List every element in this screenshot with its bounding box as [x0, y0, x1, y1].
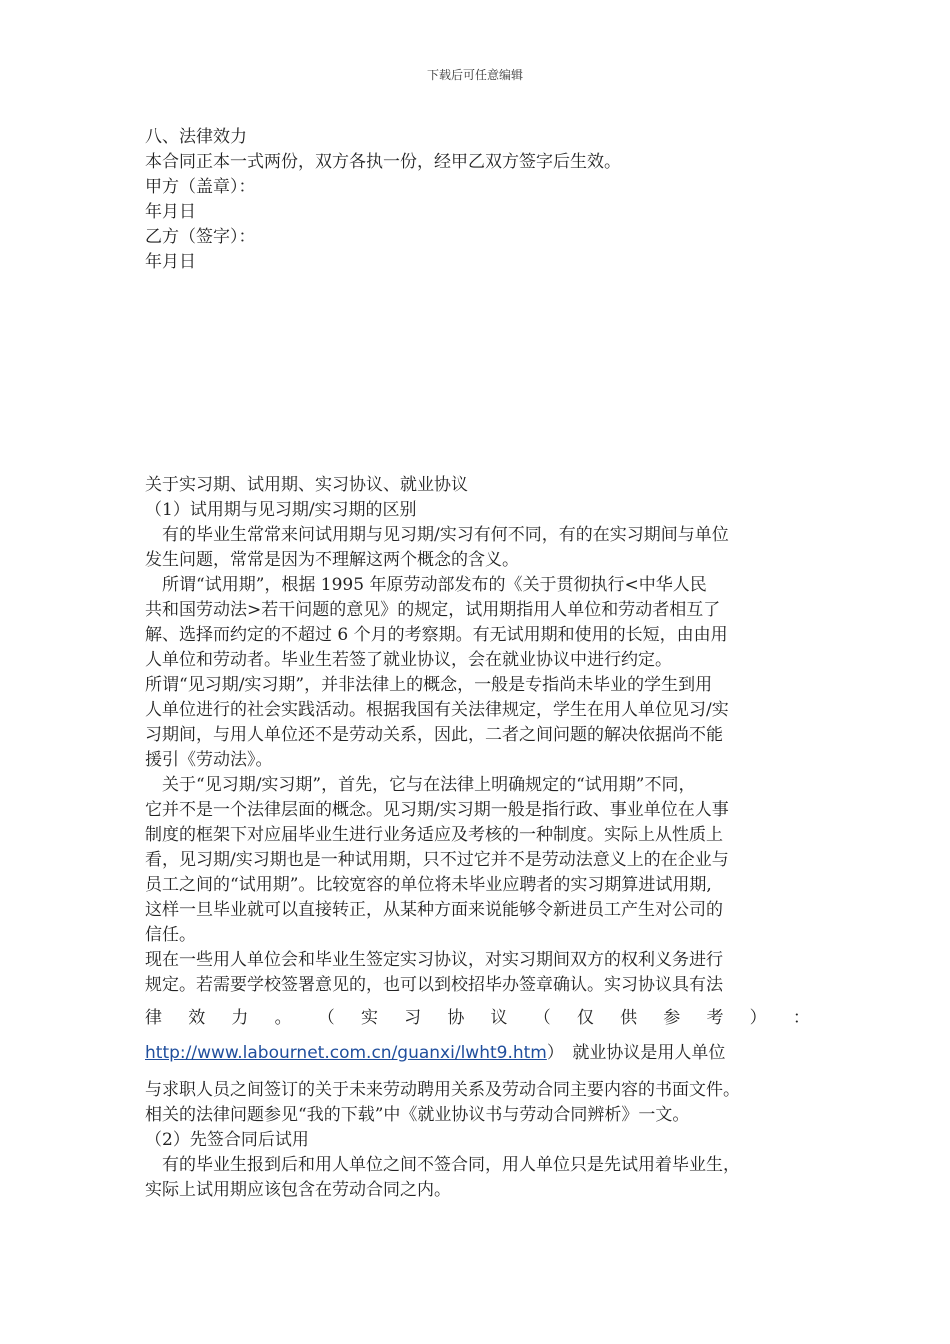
paragraph-line: 援引《劳动法》。 [145, 750, 273, 770]
paragraph-line: 制度的框架下对应届毕业生进行业务适应及考核的一种制度。实际上从性质上 [145, 825, 723, 845]
spread-char: 律 [145, 1008, 162, 1028]
paragraph-line: 它并不是一个法律层面的概念。见习期/实习期一般是指行政、事业单位在人事 [145, 800, 729, 820]
paragraph-line: 共和国劳动法>若干问题的意见》的规定，试用期指用人单位和劳动者相互了 [145, 600, 721, 620]
spread-char: （ [317, 1008, 335, 1028]
spread-char: ： [792, 1008, 810, 1028]
paragraph-line: 习期间，与用人单位还不是劳动关系，因此，二者之间问题的解决依据尚不能 [145, 725, 723, 745]
justified-spread-line [145, 1006, 810, 1031]
spread-char: 议 [490, 1008, 508, 1028]
party-b-signature-line: 乙方（签字）： [145, 227, 256, 247]
spread-char: 。 [274, 1008, 292, 1028]
party-a-signature-line: 甲方（盖章）： [145, 177, 256, 197]
contract-section [145, 125, 810, 275]
paragraph-line: 有的毕业生常常来问试用期与见习期/实习有何不同，有的在实习期间与单位 [145, 525, 729, 545]
paragraph-line: 与求职人员之间签订的关于未来劳动聘用关系及劳动合同主要内容的书面文件。 [145, 1080, 740, 1100]
spread-char: 协 [447, 1008, 465, 1028]
article-title: 关于实习期、试用期、实习协议、就业协议 [145, 475, 468, 495]
link-trailing-text: ） 就业协议是用人单位 [546, 1043, 726, 1063]
paragraph-line: 发生问题，常常是因为不理解这两个概念的含义。 [145, 550, 519, 570]
spread-char: （ [533, 1008, 551, 1028]
paragraph-line: 相关的法律问题参见“我的下载”中《就业协议书与劳动合同辨析》一文。 [145, 1105, 690, 1125]
paragraph-line: 信任。 [145, 925, 196, 945]
reference-link[interactable]: http://www.labournet.com.cn/guanxi/lwht9.htm [145, 1043, 547, 1063]
section-heading: 八、法律效力 [145, 127, 247, 147]
paragraph-line: 有的毕业生报到后和用人单位之间不签合同，用人单位只是先试用着毕业生， [145, 1155, 740, 1175]
spread-char: 参 [663, 1008, 681, 1028]
spread-char: 力 [231, 1008, 249, 1028]
spread-char: 仅 [576, 1008, 594, 1028]
spread-char: 效 [188, 1008, 206, 1028]
paragraph-line: 关于“见习期/实习期”，首先，它与在法律上明确规定的“试用期”不同， [145, 775, 696, 795]
paragraph-line: 规定。若需要学校签署意见的，也可以到校招毕办签章确认。实习协议具有法 [145, 975, 723, 995]
spread-char: 供 [620, 1008, 638, 1028]
paragraph-line: 看，见习期/实习期也是一种试用期，只不过它并不是劳动法意义上的在企业与 [145, 850, 729, 870]
page-header: 下载后可任意编辑 [426, 68, 523, 82]
paragraph-line: 员工之间的“试用期”。比较宽容的单位将未毕业应聘者的实习期算进试用期, [145, 875, 712, 895]
contract-clause: 本合同正本一式两份，双方各执一份，经甲乙双方签字后生效。 [145, 152, 621, 172]
subsection-heading: （2）先签合同后试用 [145, 1130, 309, 1150]
spread-char: 实 [360, 1008, 378, 1028]
paragraph-line: 实际上试用期应该包含在劳动合同之内。 [145, 1180, 451, 1200]
paragraph-line: 所谓“试用期”，根据 1995 年原劳动部发布的《关于贯彻执行<中华人民 [145, 575, 707, 595]
paragraph-line: 解、选择而约定的不超过 6 个月的考察期。有无试用期和使用的长短，由由用 [145, 625, 728, 645]
paragraph-line: 人单位进行的社会实践活动。根据我国有关法律规定，学生在用人单位见习/实 [145, 700, 729, 720]
spread-char: 考 [706, 1008, 724, 1028]
paragraph-line: 现在一些用人单位会和毕业生签定实习协议，对实习期间双方的权利义务进行 [145, 950, 723, 970]
spread-char: ） [749, 1008, 767, 1028]
paragraph-line: 所谓“见习期/实习期”，并非法律上的概念，一般是专指尚未毕业的学生到用 [145, 675, 713, 695]
party-b-date-line: 年月日 [145, 252, 196, 272]
spread-char: 习 [404, 1008, 422, 1028]
paragraph-line: 这样一旦毕业就可以直接转正，从某种方面来说能够令新进员工产生对公司的 [145, 900, 723, 920]
article-section [145, 473, 810, 1203]
party-a-date-line: 年月日 [145, 202, 196, 222]
subsection-heading: （1）试用期与见习期/实习期的区别 [145, 500, 417, 520]
link-line [145, 1041, 810, 1066]
paragraph-line: 人单位和劳动者。毕业生若签了就业协议，会在就业协议中进行约定。 [145, 650, 672, 670]
